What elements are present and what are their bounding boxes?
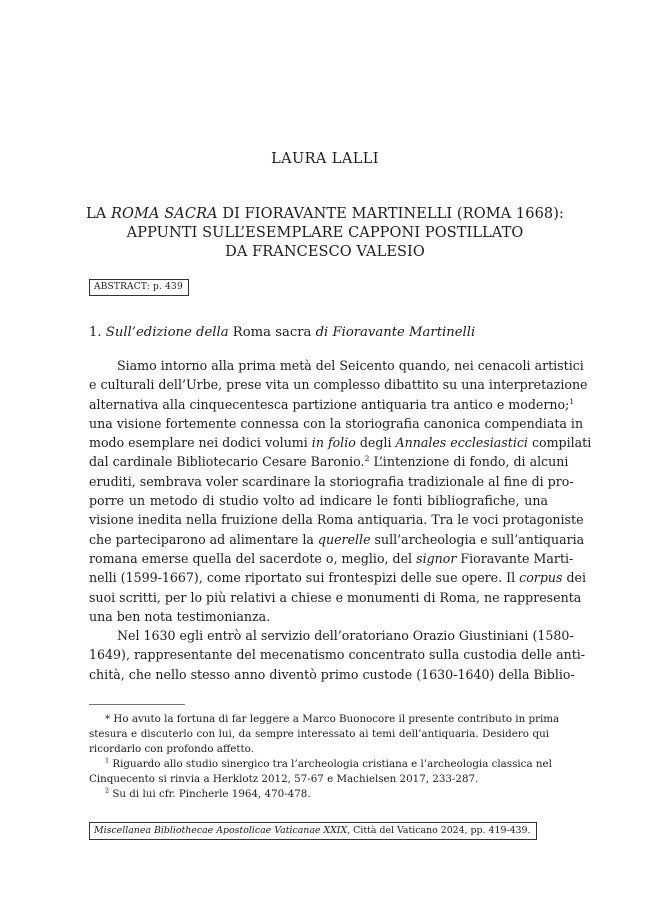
footnote-ref-2: 2 <box>364 454 370 464</box>
body-line: Nel 1630 egli entrò al servizio dell’oratoriano Orazio Giustiniani (1580- <box>117 628 574 644</box>
footnote-star-cont: stesura e discuterlo con lui, da sempre interessato ai temi dell’antiquaria. Desidero qui <box>89 728 549 740</box>
body-line: eruditi, sembrava voler scardinare la storiografia tradizionale al fine di pro- <box>89 473 574 489</box>
paragraph-1 <box>89 356 592 626</box>
title-line-1: LA ROMA SACRA DI FIORAVANTE MARTINELLI (ROMA 1668): <box>86 206 564 222</box>
footnote-star: * Ho avuto la fortuna di far leggere a Marco Buonocore il presente contributo in prima <box>105 713 560 725</box>
footnote-ref-1: 1 <box>569 396 575 406</box>
title-line-2: APPUNTI SULL’ESEMPLARE CAPPONI POSTILLATO <box>126 225 524 241</box>
footnote-2: $^2$ Su di lui cfr. Pincherle 1964, 470-478. <box>105 786 311 800</box>
article-title <box>60 205 590 262</box>
body-line: romana emerse quella del sacerdote o, meglio, del signor Fioravante Marti- <box>89 550 574 566</box>
title-italic: ROMA SACRA <box>111 206 218 222</box>
title-line-3: DA FRANCESCO VALESIO <box>225 244 425 260</box>
body-line: una visione fortemente connessa con la storiografia canonica compendiata in <box>89 415 584 431</box>
body-line: e culturali dell’Urbe, prese vita un complesso dibattito su una interpretazione <box>89 377 588 393</box>
body-line: visione inedita nella fruizione della Roma antiquaria. Tra le voci protagoniste <box>89 512 584 528</box>
body-text <box>89 356 592 684</box>
footnote-star-cont: ricordarlo con profondo affetto. <box>89 743 254 755</box>
citation-footer: Miscellanea Bibliothecae Apostolicae Vaticanae XXIX, Città del Vaticano 2024, pp. 419-439. <box>89 822 537 840</box>
section-heading: 1. Sull’edizione della Roma sacra di Fioravante Martinelli <box>89 325 476 340</box>
body-line: Siamo intorno alla prima metà del Seicento quando, nei cenacoli artistici <box>117 358 584 373</box>
body-line: suoi scritti, per lo più relativi a chiese e monumenti di Roma, ne rappresenta <box>89 589 582 605</box>
paragraph-2 <box>89 626 586 684</box>
body-line: porre un metodo di studio volto ad indicare le fonti bibliografiche, una <box>89 493 548 509</box>
author-name: LAURA LALLI <box>271 151 379 167</box>
body-line: chità, che nello stesso anno diventò primo custode (1630-1640) della Biblio- <box>89 666 575 682</box>
footnote-1: $^1$ Riguardo allo studio sinergico tra l’archeologia cristiana e l’archeologia classica nel <box>105 756 552 770</box>
body-line: che parteciparono ad alimentare la querelle sull’archeologia e sull’antiquaria <box>89 531 585 547</box>
body-line: alternativa alla cinquecentesca partizione antiquaria tra antico e moderno;$^1$ <box>89 396 575 412</box>
abstract-reference: ABSTRACT: p. 439 <box>89 279 189 296</box>
body-line: modo esemplare nei dodici volumi in folio degli Annales ecclesiastici compilati <box>89 435 592 451</box>
body-line: una ben nota testimonianza. <box>89 608 271 624</box>
footnote-separator <box>89 704 185 705</box>
footnote-1-cont: Cinquecento si rinvia a Herklotz 2012, 57-67 e Machielsen 2017, 233-287. <box>89 773 479 785</box>
footnotes <box>89 712 560 802</box>
body-line: 1649), rappresentante del mecenatismo concentrato sulla custodia delle anti- <box>89 647 586 663</box>
body-line: dal cardinale Bibliotecario Cesare Baronio.$^2$ L’intenzione di fondo, di alcuni <box>89 454 569 470</box>
body-line: nelli (1599-1667), come riportato sui frontespizi delle sue opere. Il corpus dei <box>89 570 587 586</box>
